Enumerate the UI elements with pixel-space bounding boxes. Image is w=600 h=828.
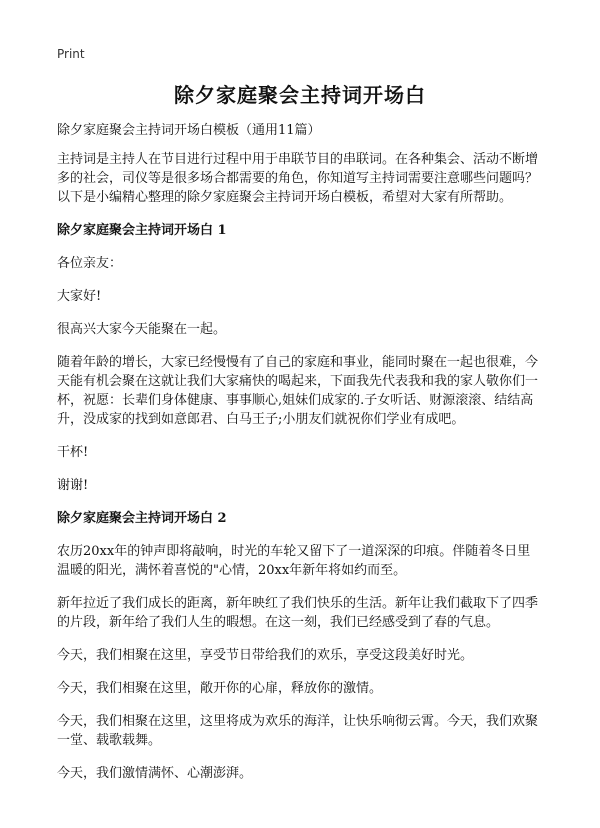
section-1-paragraph: 大家好! — [57, 289, 102, 304]
section-1-paragraph: 很高兴大家今天能聚在一起。 — [57, 322, 227, 337]
section-2-paragraph: 今天，我们激情满怀、心潮澎湃。 — [57, 766, 253, 781]
section-2-paragraph: 今天，我们相聚在这里，这里将成为欢乐的海洋，让快乐响彻云霄。今天，我们欢聚一堂、载歌载舞。 — [57, 714, 539, 748]
section-1-paragraph: 各位亲友： — [57, 256, 123, 271]
section-2-paragraph: 今天，我们相聚在这里，享受节日带给我们的欢乐，享受这段美好时光。 — [57, 648, 474, 663]
page-title: 除夕家庭聚会主持词开场白 — [174, 83, 426, 107]
section-1-heading: 除夕家庭聚会主持词开场白 1 — [57, 223, 227, 238]
print-link[interactable]: Print — [57, 47, 85, 61]
section-2-paragraph: 农历20xx年的钟声即将敲响，时光的车轮又留下了一道深深的印痕。伴随着冬日里温暖的阳光，满怀着喜悦的"心情，20xx年新年将如约而至。 — [57, 544, 531, 578]
section-1-paragraph: 谢谢! — [57, 478, 89, 493]
intro-paragraph: 主持词是主持人在节目进行过程中用于串联节目的串联词。在各种集会、活动不断增多的社会，司仪等是很多场合都需要的角色，你知道写主持词需要注意哪些问题吗？以下是小编精心整理的除夕家庭聚会主持词开场白模板，希望对大家有所帮助。 — [57, 152, 539, 205]
section-1-paragraph: 干杯! — [57, 445, 89, 460]
section-2-heading: 除夕家庭聚会主持词开场白 2 — [57, 511, 227, 526]
section-2-paragraph: 新年拉近了我们成长的距离，新年映红了我们快乐的生活。新年让我们截取下了四季的片段，新年给了我们人生的暇想。在这一刻，我们已经感受到了春的气息。 — [57, 596, 539, 630]
section-2-paragraph: 今天，我们相聚在这里，敞开你的心扉，释放你的激情。 — [57, 681, 383, 696]
page-subtitle: 除夕家庭聚会主持词开场白模板（通用11篇） — [57, 123, 321, 138]
section-1-paragraph: 随着年龄的增长，大家已经慢慢有了自己的家庭和事业，能同时聚在一起也很难，今天能有机会聚在这就让我们大家痛快的喝起来，下面我先代表我和我的家人敬你们一杯，祝愿：长辈们身体健康、事事顺心,姐妹们成家的.子女听话、财源滚滚、结结高升，没成家的找到如意郎君、白马王子;小朋友们就祝你们学业有成吧。 — [57, 355, 539, 427]
document-content — [57, 150, 543, 797]
